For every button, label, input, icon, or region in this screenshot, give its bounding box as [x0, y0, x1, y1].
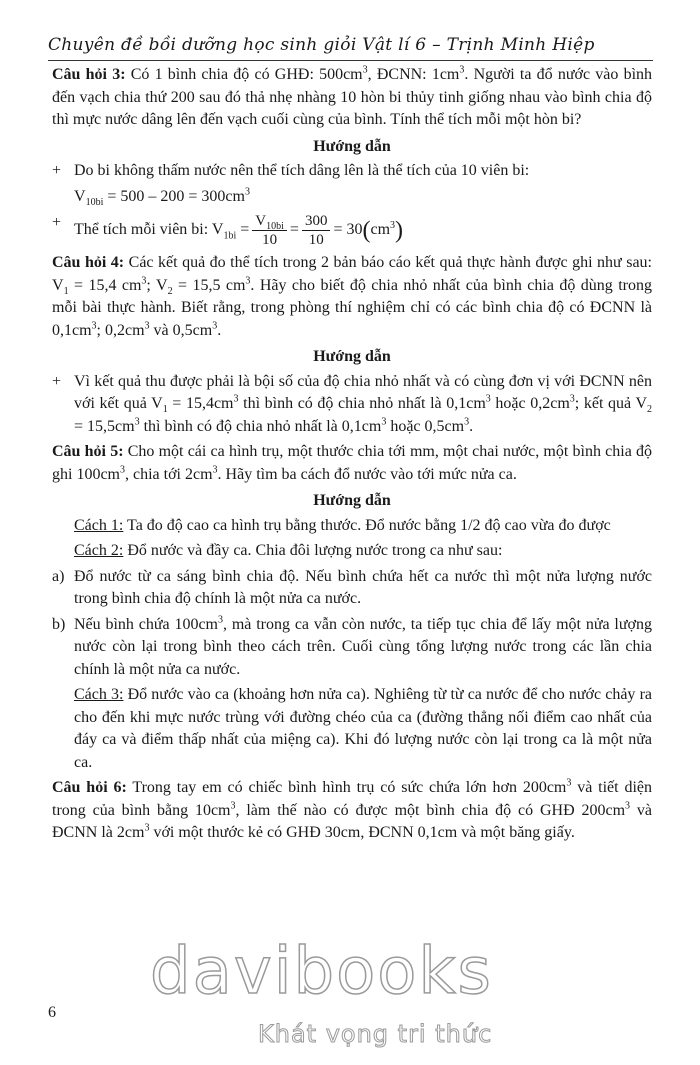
list-item-b: b) Nếu bình chứa $100cm^3$, mà trong ca vẫn còn nước, ta tiếp tục chia để lấy một nửa lượng nước còn lại trong bình theo cách trên. Cuối cùng tổng lượng nước trong các lần chia chính là một nửa ca nước.: [52, 614, 652, 678]
question-4: Câu hỏi 4: Các kết quả đo thể tích trong 2 bản báo cáo kết quả thực hành được ghi như sau: $V_1 = 15,4$ $cm^3$; $V_2 = 15,5$ $cm^3$. Hãy cho biết độ chia nhỏ nhất của bình chia độ dùng trong mỗi bài thực hành. Biết rằng, trong phòng thí nghiệm chỉ có các bình chia độ có ĐCNN là $0,1cm^3$; $0,2cm^3$ và $0,5cm^3$.: [52, 254, 653, 339]
question-6: Câu hỏi 6: Trong tay em có chiếc bình hình trụ có sức chứa lớn hơn $200cm^3$ và tiết diện trong của bình bằng $10cm^3$, làm thế nào có được một bình chia độ có GHĐ $200cm^3$ và ĐCNN là $2cm^3$ với một thước kẻ có GHĐ 30cm, ĐCNN 0,1cm và một băng giấy.: [52, 777, 652, 841]
question-5: Câu hỏi 5: Cho một cái ca hình trụ, một thước chia tới mm, một chai nước, một bình chia độ ghi $100cm^3$, chia tới $2cm^3$. Hãy tìm ba cách đổ nước vào tới mức nửa ca.: [52, 443, 652, 483]
method-2: Cách 2: Đổ nước và đầy ca. Chia đôi lượng nước trong ca như sau:: [74, 542, 503, 559]
guide-heading: Hướng dẫn: [313, 137, 391, 155]
method-3: Cách 3: Đổ nước vào ca (khoảng hơn nửa ca). Nghiêng từ từ ca nước để cho nước chảy ra cho đến khi mực nước trùng với đường chéo của ca (đường thẳng nối điểm cao nhất của đáy ca và điểm thấp nhất của miệng ca). Khi đó lượng nước còn lại trong ca là một nửa ca.: [74, 686, 652, 771]
page-number: 6: [48, 1004, 56, 1021]
running-header: Chuyên đề bồi dưỡng học sinh giỏi Vật lí 6 – Trịnh Minh Hiệp: [48, 35, 595, 55]
fraction: $\frac{300}{10}$: [302, 212, 331, 249]
watermark-slogan: Khát vọng tri thức: [258, 1020, 493, 1048]
question-3: Câu hỏi 3: Có 1 bình chia độ có GHĐ: $500cm^3$, ĐCNN: $1cm^3$. Người ta đổ nước vào bình đến vạch chia thứ 200 sau đó thả nhẹ nhàng 10 hòn bi thủy tinh giống nhau vào bình chia độ thì mực nước dâng lên đến vạch cuối cùng của bình. Tính thể tích mỗi một hòn bi?: [52, 64, 653, 128]
bullet-item: + Thể tích mỗi viên bi: $V_{1bi}$ = $\frac{V_{10bi}}{10}$ = $\frac{300}{10}$ = $30(cm^3)$: [52, 212, 652, 249]
formula-v10bi: $V_{10bi} = 500 - 200 = 300cm^3$: [74, 186, 250, 208]
watermark-brand: davibooks: [150, 935, 493, 1009]
header-rule: [48, 60, 653, 61]
question-label: Câu hỏi 3:: [52, 66, 126, 83]
question-label: Câu hỏi 4:: [52, 254, 125, 271]
bullet-item: + Vì kết quả thu được phải là bội số của độ chia nhỏ nhất và có cùng đơn vị với ĐCNN nên với kết quả $V_1 = 15,4cm^3$ thì bình có độ chia nhỏ nhất là $0,1cm^3$ hoặc $0,2cm^3$; kết quả $V_2 = 15,5cm^3$ thì bình có độ chia nhỏ nhất là $0,1cm^3$ hoặc $0,5cm^3$.: [52, 372, 653, 435]
formula-v1bi: Thể tích mỗi viên bi: $V_{1bi}$ = $\frac{V_{10bi}}{10}$ = $\frac{300}{10}$ = $30(cm^3)$: [74, 213, 404, 248]
question-label: Câu hỏi 5:: [52, 443, 124, 460]
method-1: Cách 1: Ta đo độ cao ca hình trụ bằng thước. Đổ nước bằng 1/2 độ cao vừa đo được: [74, 516, 611, 534]
list-item-a: a) Đổ nước từ ca sáng bình chia độ. Nếu bình chứa hết ca nước thì một nửa lượng nước trong bình chia độ chính là một nửa ca nước.: [52, 567, 652, 607]
bullet-item: + Do bi không thấm nước nên thể tích dâng lên là thể tích của 10 viên bi:: [52, 162, 530, 179]
guide-heading: Hướng dẫn: [313, 348, 391, 365]
guide-heading: Hướng dẫn: [313, 492, 391, 509]
question-label: Câu hỏi 6:: [52, 779, 127, 796]
fraction: $\frac{V_{10bi}}{10}$: [252, 212, 287, 249]
page-content: [52, 64, 652, 848]
